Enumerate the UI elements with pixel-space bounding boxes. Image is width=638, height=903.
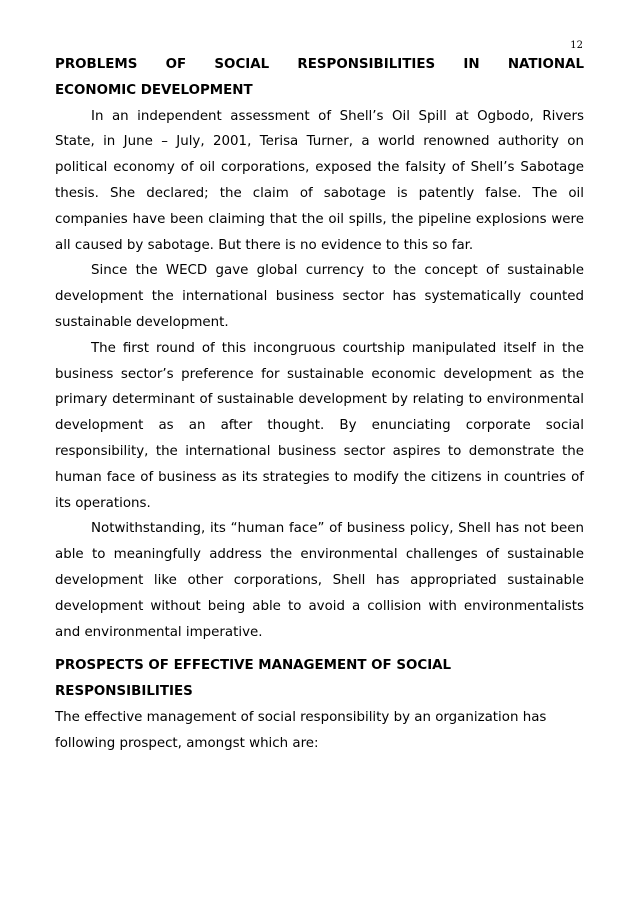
paragraph-first-round: The first round of this incongruous courtship manipulated itself in the business sector’s preference for sustainable economic development as the primary determinant of sustainable development by relating to environmental development as an after thought. By enunciating corporate social responsibility, the international business sector aspires to demonstrate the human face of business as its strategies to modify the citizens in countries of its operations. bbox=[55, 340, 584, 511]
heading-line: PROSPECTS OF EFFECTIVE MANAGEMENT OF SOCIAL bbox=[55, 658, 452, 674]
paragraph-human-face: Notwithstanding, its “human face” of business policy, Shell has not been able to meaningfully address the environmental challenges of sustainable development like other corporations, Shell has appropriated sustainable development without being able to avoid a collision with environmentalists and environmental imperative. bbox=[55, 521, 584, 640]
page-number: 12 bbox=[570, 40, 583, 51]
document-body bbox=[55, 52, 584, 757]
heading-line: ECONOMIC DEVELOPMENT bbox=[55, 82, 253, 98]
heading-line: RESPONSIBILITIES bbox=[55, 684, 193, 700]
paragraph-shell-oil-spill: In an independent assessment of Shell’s Oil Spill at Ogbodo, Rivers State, in June – July, 2001, Terisa Turner, a world renowned authority on political economy of oil corporations, exposed the falsity of Shell’s Sabotage thesis. She declared; the claim of sabotage is patently false. The oil companies have been claiming that the oil spills, the pipeline explosions were all caused by sabotage. But there is no evidence to this so far. bbox=[55, 108, 584, 253]
section-heading-prospects bbox=[55, 653, 584, 705]
paragraph-wecd: Since the WECD gave global currency to the concept of sustainable development the international business sector has systematically counted sustainable development. bbox=[55, 263, 584, 330]
paragraph-prospects-intro: The effective management of social responsibility by an organization has following prospect, amongst which are: bbox=[55, 709, 547, 751]
section-heading-problems bbox=[55, 52, 584, 104]
heading-line: PROBLEMS OF SOCIAL RESPONSIBILITIES IN NATIONAL bbox=[55, 57, 584, 72]
